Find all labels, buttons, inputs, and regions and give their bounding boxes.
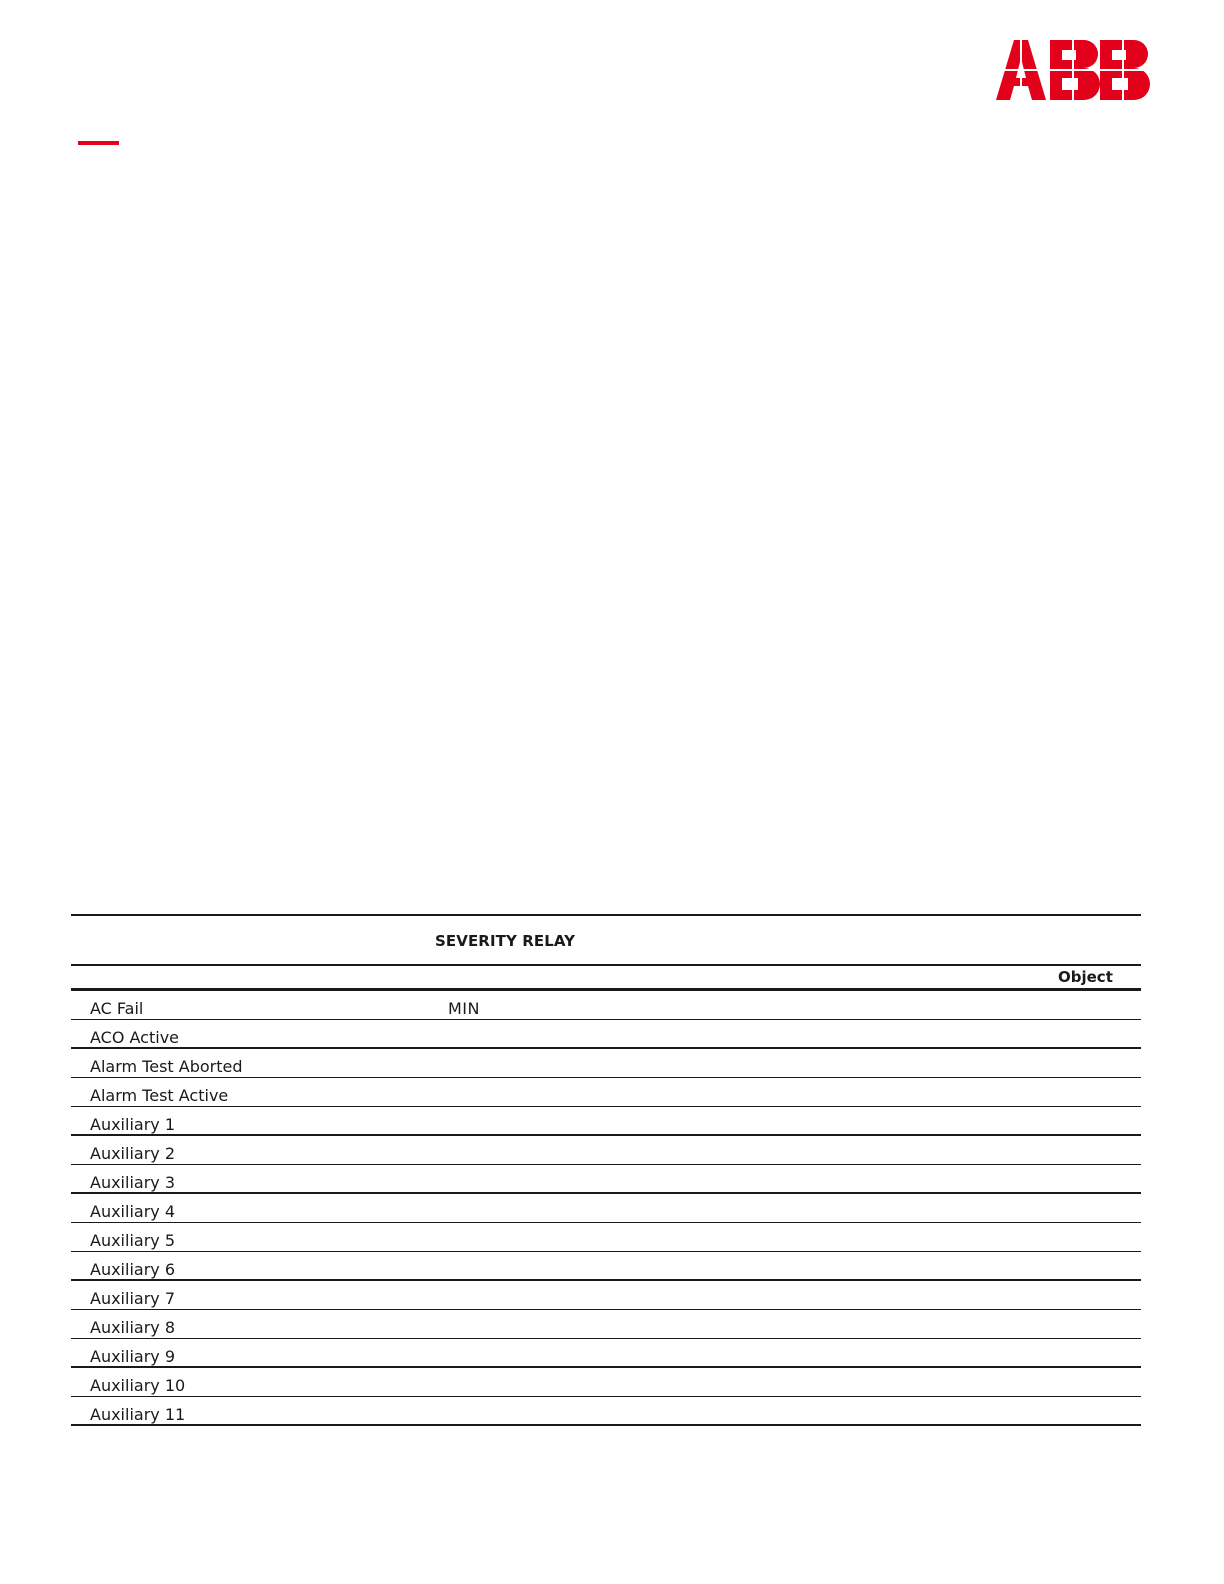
alarm-name: Auxiliary 2 [90, 1144, 176, 1163]
alarm-name: Auxiliary 7 [90, 1289, 176, 1308]
accent-rule [78, 141, 119, 145]
alarm-name: Auxiliary 9 [90, 1347, 176, 1366]
table-row [71, 1368, 1141, 1397]
alarm-name: Auxiliary 11 [90, 1405, 186, 1424]
table-row [71, 1049, 1141, 1078]
table-row [71, 1310, 1141, 1339]
table-row [71, 1107, 1141, 1136]
table-row [71, 1252, 1141, 1281]
alarm-name: Auxiliary 5 [90, 1231, 176, 1250]
alarm-name: Auxiliary 10 [90, 1376, 186, 1395]
table-row [71, 1165, 1141, 1194]
table-row [71, 1223, 1141, 1252]
table-row [71, 1078, 1141, 1107]
alarm-name: Alarm Test Aborted [90, 1057, 243, 1076]
alarm-name: Auxiliary 1 [90, 1115, 176, 1134]
table-row [71, 1281, 1141, 1310]
alarm-severity-table [71, 914, 1141, 1426]
table-subheader [71, 966, 1141, 991]
severity-value: MIN [448, 999, 480, 1018]
object-header: Object [1058, 968, 1113, 986]
alarm-name: AC Fail [90, 999, 144, 1018]
table-row [71, 991, 1141, 1020]
table-row [71, 1194, 1141, 1223]
alarm-name: Auxiliary 8 [90, 1318, 176, 1337]
alarm-name: Auxiliary 6 [90, 1260, 176, 1279]
table-row [71, 1020, 1141, 1049]
table-row [71, 1397, 1141, 1426]
alarm-name: ACO Active [90, 1028, 180, 1047]
alarm-name: Auxiliary 3 [90, 1173, 176, 1192]
table-header [71, 914, 1141, 966]
alarm-name: Alarm Test Active [90, 1086, 229, 1105]
alarm-name: Auxiliary 4 [90, 1202, 176, 1221]
table-row [71, 1339, 1141, 1368]
severity-relay-header: SEVERITY RELAY [435, 932, 576, 950]
table-row [71, 1136, 1141, 1165]
abb-logo [996, 40, 1154, 102]
